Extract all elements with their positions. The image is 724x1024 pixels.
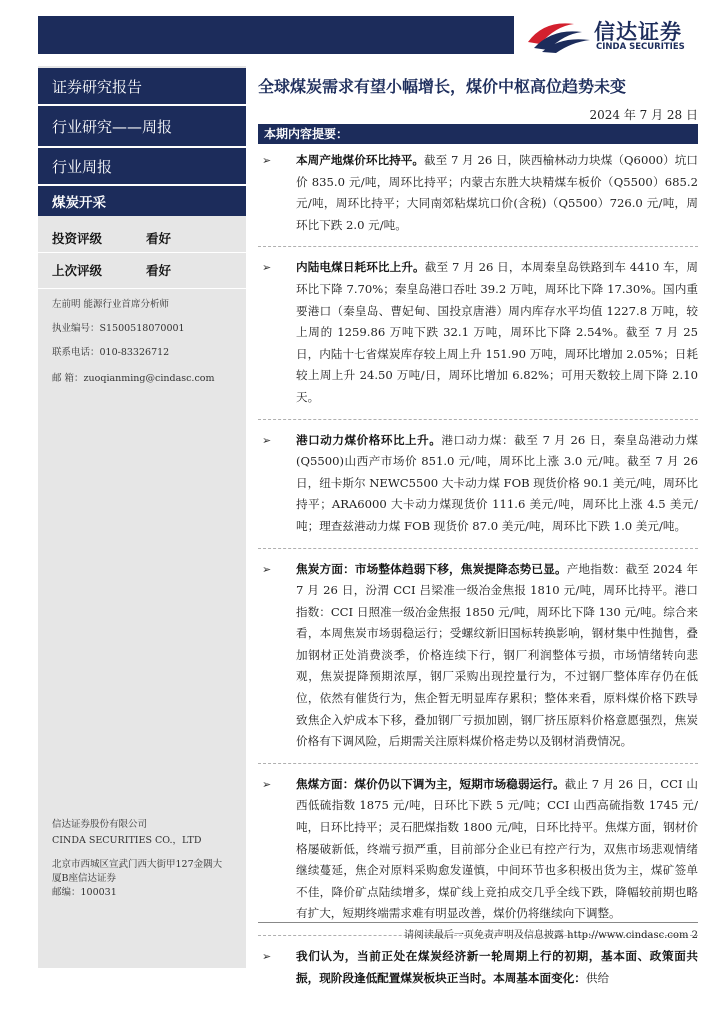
company-postcode: 邮编：100031 <box>52 887 117 898</box>
bullet-heading: 内陆电煤日耗环比上升。 <box>296 260 425 275</box>
list-item <box>258 430 698 538</box>
list-item <box>258 257 698 408</box>
arrow-bullet-icon: ➢ <box>262 154 272 167</box>
arrow-bullet-icon: ➢ <box>262 950 272 963</box>
bullet-heading: 焦煤方面：煤价仍以下调为主，短期市场稳弱运行。 <box>296 776 565 791</box>
analyst-name: 左前明 能源行业首席分析师 <box>52 299 170 310</box>
prev-rating-label: 上次评级 <box>52 263 103 278</box>
arrow-bullet-icon: ➢ <box>262 777 272 791</box>
logo <box>526 14 701 54</box>
company-name-en: CINDA SECURITIES CO.，LTD <box>52 835 202 846</box>
report-subcategory: 行业周报 <box>38 148 246 184</box>
arrow-bullet-icon: ➢ <box>262 433 272 447</box>
bullet-heading: 我们认为，当前正处在煤炭经济新一轮周期上行的初期，基本面、政策面共振，现阶段逢低配置煤炭板块正当时。本周基本面变化： <box>296 949 698 985</box>
bullet-heading: 港口动力煤价格环比上升。 <box>296 432 442 447</box>
bullet-body: 截至 7 月 26 日，本周秦皇岛铁路到车 4410 车，周环比下降 7.70%；秦皇岛港口吞吐 39.2 万吨，周环比下降 17.30%。国内重要港口（秦皇岛、曹妃甸、国投京唐港）周内库存水平均值 1227.8 万吨，较上周的 1259.86 万吨下跌 32.1 万吨，周环比下降 2.54%。截至 7 月 25 日，内陆十七省煤炭库存较上周上升 151.90 万吨，周环比增加 2.05%；日耗较上周上升 24.50 万吨/日，周环比增加 6.82%；可用天数较上周下降 2.10 天。 <box>296 260 698 404</box>
dashed-divider <box>258 763 698 764</box>
divider <box>38 288 246 289</box>
analyst-email[interactable]: 邮 箱：zuoqianming@cindasc.com <box>52 373 215 384</box>
summary-heading: 本期内容提要： <box>258 124 698 144</box>
summary-list <box>258 150 698 989</box>
company-address-line1: 北京市西城区宣武门西大街甲127金隅大 <box>52 859 223 870</box>
bullet-body: 供给 <box>585 970 610 985</box>
industry-name: 煤炭开采 <box>38 186 246 216</box>
dashed-divider <box>258 548 698 549</box>
logo-text-en: CINDA SECURITIES <box>596 42 685 52</box>
arrow-bullet-icon: ➢ <box>262 562 272 576</box>
bullet-heading: 本周产地煤价环比持平。 <box>296 153 425 167</box>
rating-label: 投资评级 <box>52 231 103 246</box>
company-address-line2: 厦B座信达证券 <box>52 873 116 884</box>
dashed-divider <box>258 246 698 247</box>
bullet-body: 产地指数：截至 2024 年 7 月 26 日，汾渭 CCI 吕梁准一级冶金焦报 1810 元/吨，周环比持平。港口指数：CCI 日照准一级冶金焦报 1850 元/吨，周环比下降 130 元/吨。综合来看，本周焦炭市场弱稳运行；受螺纹新旧国标转换影响，钢材集中性抛售，叠加钢材正处消费淡季，价格连续下行，钢厂利润整体亏损，市场情绪转向悲观，焦炭提降预期浓厚，钢厂采购出现控量行为，不过钢厂整体库存仍在低位，依然有催货行为，焦企暂无明显库存累积；整体来看，原料煤价格下跌导致焦企入炉成本下移，叠加钢厂亏损加剧，钢厂挤压原料价格意愿强烈，焦炭价格有下调风险，后期需关注原料煤价格走势以及钢材消费情况。 <box>296 561 698 749</box>
cinda-logo-icon <box>526 14 592 54</box>
list-item <box>258 946 698 989</box>
page-title: 全球煤炭需求有望小幅增长，煤价中枢高位趋势未变 <box>258 77 627 96</box>
bullet-heading: 焦炭方面：市场整体趋弱下移，焦炭提降态势已显。 <box>296 561 567 576</box>
bullet-body: 截至 7 月 26 日，陕西榆林动力块煤（Q6000）坑口价 835.0 元/吨，周环比持平；内蒙古东胜大块精煤车板价（Q5500）685.2 元/吨，周环比持平；大同南郊粘煤坑口价(含税)（Q5500）726.0 元/吨，周环比下跌 2.0 元/吨。 <box>296 153 698 232</box>
prev-rating-value: 看好 <box>146 263 172 278</box>
footer-disclaimer[interactable]: 请阅读最后一页免责声明及信息披露 http://www.cindasc.com 2 <box>404 930 698 941</box>
analyst-cert: 执业编号：S1500518070001 <box>52 323 185 334</box>
header-bar <box>38 16 514 54</box>
divider <box>38 252 246 253</box>
arrow-bullet-icon: ➢ <box>262 261 272 275</box>
rating-value: 看好 <box>146 231 172 246</box>
bullet-body: 港口动力煤：截至 7 月 26 日，秦皇岛港动力煤(Q5500)山西产市场价 851.0 元/吨，周环比上涨 3.0 元/吨。截至 7 月 26 日，纽卡斯尔 NEWC5500 大卡动力煤 FOB 现货价格 90.1 美元/吨，周环比持平；ARA6000 大卡动力煤现货价 111.6 美元/吨，周环比上涨 4.5 美元/吨；理查兹港动力煤 FOB 现货价 87.0 美元/吨，周环比下跌 1.0 美元/吨。 <box>296 432 698 533</box>
report-date: 2024 年 7 月 28 日 <box>589 108 698 122</box>
dashed-divider <box>258 419 698 420</box>
report-category: 行业研究——周报 <box>38 106 246 146</box>
company-name-cn: 信达证券股份有限公司 <box>52 819 148 830</box>
analyst-phone: 联系电话：010-83326712 <box>52 347 170 358</box>
logo-text-cn: 信达证券 <box>594 20 682 44</box>
report-type: 证券研究报告 <box>38 68 246 104</box>
footer-divider <box>258 922 698 923</box>
list-item <box>258 559 698 753</box>
list-item <box>258 774 698 925</box>
list-item <box>258 150 698 236</box>
bullet-body: 截止 7 月 26 日，CCI 山西低硫指数 1875 元/吨，日环比下跌 5 元/吨；CCI 山西高硫指数 1745 元/吨，日环比持平；灵石肥煤指数 1800 元/吨，日环比持平。焦煤方面，钢材价格屡破新低，终端亏损严重，目前部分企业已有控产行为，双焦市场悲观情绪继续蔓延，焦企对原料采购愈发谨慎，中间环节也多积极出货为主，煤矿签单不佳，降价矿点陆续增多，煤矿线上竞拍成交几乎全线下跌，降幅较前期也略有扩大，短期终端需求难有明显改善，煤价仍将继续向下调整。 <box>296 776 698 921</box>
